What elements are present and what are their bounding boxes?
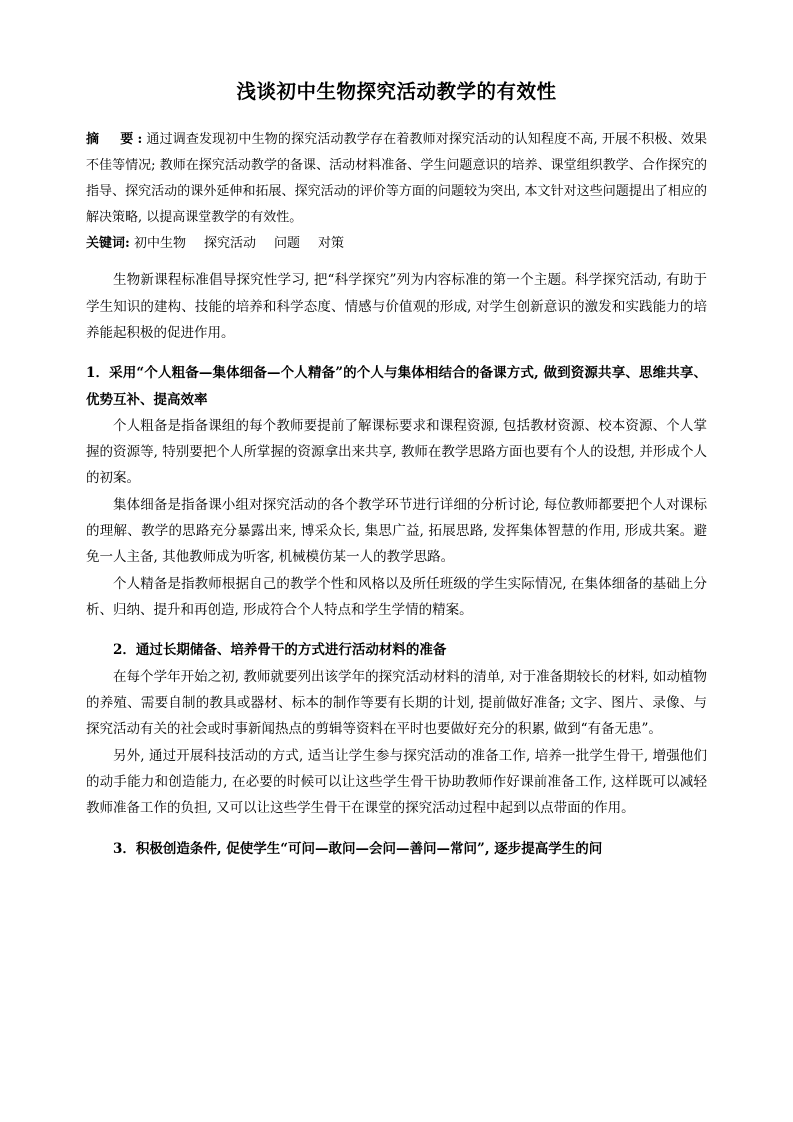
keyword-item: 问题: [273, 236, 300, 252]
keywords-label: 关键词:: [86, 236, 130, 252]
keyword-item: 对策: [318, 236, 345, 252]
keywords-items: [130, 236, 362, 251]
keywords-block: [86, 231, 707, 257]
page-title: 浅谈初中生物探究活动教学的有效性: [236, 80, 557, 103]
section-heading-2: 2．通过长期储备、培养骨干的方式进行活动材料的准备: [113, 642, 447, 659]
abstract-block: [86, 127, 707, 231]
paragraph-intro: 生物新课程标准倡导探究性学习, 把“科学探究”列为内容标准的第一个主题。科学探究活动, 有助于学生知识的建构、技能的培养和科学态度、情感与价值观的形成, 对学生创新意识的激发和实践能力的培养能起积极的促进作用。: [86, 272, 707, 341]
paragraph-1-3: 个人精备是指教师根据自己的教学个性和风格以及所任班级的学生实际情况, 在集体细备的基础上分析、归纳、提升和再创造, 形成符合个人特点和学生学情的精案。: [86, 575, 707, 619]
keyword-item: 初中生物: [133, 236, 186, 252]
paragraph-2-2: 另外, 通过开展科技活动的方式, 适当让学生参与探究活动的准备工作, 培养一批学生骨干, 增强他们的动手能力和创造能力, 在必要的时候可以让这些学生骨干协助教师作好课前准备工作, 这样既可以减轻教师准备工作的负担, 又可以让这些学生骨干在课堂的探究活动过程中起到以点带面的作用。: [86, 747, 707, 817]
section-heading-1: 1．采用“个人粗备—集体细备—个人精备”的个人与集体相结合的备课方式, 做到资源共享、思维共享、优势互补、提高效率: [86, 365, 707, 408]
paragraph-1-1: 个人粗备是指备课组的每个教师要提前了解课标要求和课程资源, 包括教材资源、校本资源、个人掌握的资源等, 特别要把个人所掌握的资源拿出来共享, 教师在教学思路方面也要有个人的设想, 并形成个人的初案。: [86, 417, 707, 487]
spacer: [86, 257, 707, 267]
keyword-item: 探究活动: [203, 236, 256, 252]
abstract-label: 摘 要:: [86, 132, 147, 148]
section-heading-3: 3．积极创造条件, 促使学生“可问—敢问—会问—善问—常问”, 逐步提高学生的问: [113, 840, 603, 857]
paragraph-2-1: 在每个学年开始之初, 教师就要列出该学年的探究活动材料的清单, 对于准备期较长的材料, 如动植物的养殖、需要自制的教具或器材、标本的制作等要有长期的计划, 提前做好准备; 文字、图片、录像、与探究活动有关的社会或时事新闻热点的剪辑等资料在平时也要做好充分的积累, 做到“有备无患”。: [86, 668, 707, 738]
paragraph-1-2: 集体细备是指备课小组对探究活动的各个教学环节进行详细的分析讨论, 每位教师都要把个人对课标的理解、教学的思路充分暴露出来, 博采众长, 集思广益, 拓展思路, 发挥集体智慧的作用, 形成共案。避免一人主备, 其他教师成为听客, 机械模仿某一人的教学思路。: [86, 496, 707, 566]
abstract-text: 通过调查发现初中生物的探究活动教学存在着教师对探究活动的认知程度不高, 开展不积极、效果不佳等情况; 教师在探究活动教学的备课、活动材料准备、学生问题意识的培养、课堂组织教学、合作探究的指导、探究活动的课外延伸和拓展、探究活动的评价等方面的问题较为突出, 本文针对这些问题提出了相应的解决策略, 以提高课堂教学的有效性。: [86, 132, 708, 226]
